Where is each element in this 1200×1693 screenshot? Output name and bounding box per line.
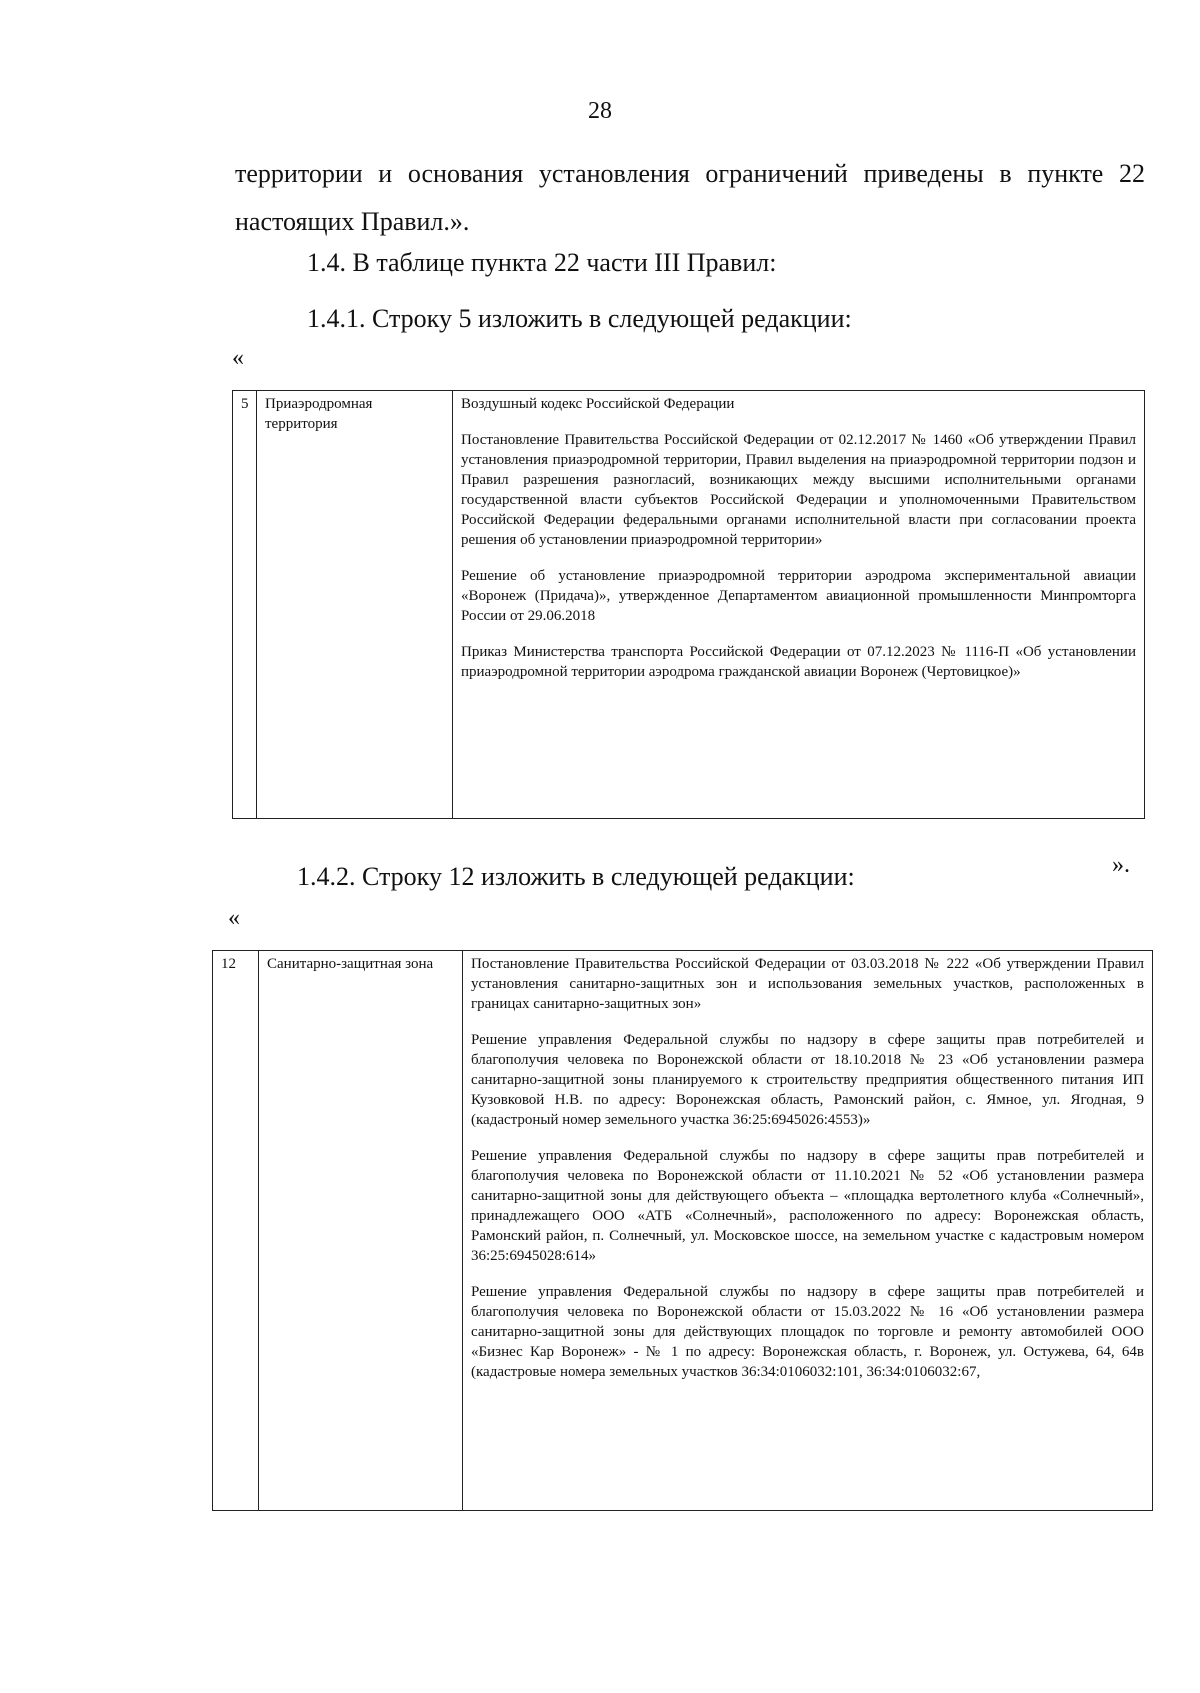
close-quote: ». (1112, 852, 1130, 878)
legal-basis-entry: Постановление Правительства Российской Федерации от 03.03.2018 № 222 «Об утверждении Правил установления санитарно-защитных зон и использования земельных участков, расположенных в границах санитарно-защитных зон» (471, 956, 1144, 1012)
open-quote: « (228, 905, 240, 931)
row-number: 12 (213, 951, 259, 1511)
item-1-4-1-heading: 1.4.1. Строку 5 изложить в следующей редакции: (307, 304, 852, 333)
legal-basis-entry: Постановление Правительства Российской Федерации от 02.12.2017 № 1460 «Об утверждении Правил установления приаэродромной территории, Правил выделения на приаэродромной территории подзон и Правил разрешения разногласий, возникающих между высшими исполнительными органами государственной власти субъектов Российской Федерации и уполномоченными Правительством Российской Федерации федеральными органами исполнительной власти при согласовании проекта решения об установлении приаэродромной территории» (461, 432, 1136, 548)
item-1-4-heading: 1.4. В таблице пункта 22 части III Правил: (307, 248, 777, 277)
intro-paragraph (235, 150, 1145, 246)
open-quote: « (232, 345, 244, 371)
legal-basis-entry: Решение управления Федеральной службы по надзору в сфере защиты прав потребителей и благополучия человека по Воронежской области от 11.10.2021 № 52 «Об установлении размера санитарно-защитной зоны для действующего объекта – «площадка вертолетного клуба «Солнечный», принадлежащего ООО «АТБ «Солнечный», расположенного по адресу: Воронежская область, Рамонский район, п. Солнечный, ул. Московское шоссе, на земельном участке с кадастровым номером 36:25:6945028:614» (471, 1148, 1144, 1264)
item-1-4-2-heading: 1.4.2. Строку 12 изложить в следующей редакции: (297, 862, 855, 891)
legal-basis-entry: Воздушный кодекс Российской Федерации (461, 396, 735, 412)
legal-basis-list (471, 954, 1144, 1506)
intro-line: территории и основания установления ограничений приведены в пункте 22 (235, 159, 1145, 188)
table-row-12 (212, 950, 1153, 1511)
page-number: 28 (588, 98, 612, 124)
row-number: 5 (233, 391, 257, 819)
legal-basis-entry: Решение управления Федеральной службы по надзору в сфере защиты прав потребителей и благополучия человека по Воронежской области от 18.10.2018 № 23 «Об установлении размера санитарно-защитной зоны планируемого к строительству предприятия общественного питания ИП Кузовковой Н.В. по адресу: Воронежская область, Рамонский район, с. Ямное, ул. Ягодная, 9 (кадастроный номер земельного участка 36:25:6945026:4553)» (471, 1032, 1144, 1128)
table-row-5 (232, 390, 1145, 819)
legal-basis-cell (453, 391, 1145, 819)
zone-name: Санитарно-защитная зона (259, 951, 463, 1511)
legal-basis-entry: Решение об установление приаэродромной территории аэродрома экспериментальной авиации «Воронеж (Придача)», утвержденное Департаментом авиационной промышленности Минпромторга России от 29.06.2018 (461, 568, 1136, 624)
legal-basis-entry: Приказ Министерства транспорта Российской Федерации от 07.12.2023 № 1116-П «Об установлении приаэродромной территории аэродрома гражданской авиации Воронеж (Чертовицкое)» (461, 644, 1136, 680)
intro-line: настоящих Правил.». (235, 207, 470, 236)
legal-basis-cell (463, 951, 1153, 1511)
zone-name: Приаэродромная территория (257, 391, 453, 819)
legal-basis-entry: Решение управления Федеральной службы по надзору в сфере защиты прав потребителей и благополучия человека по Воронежской области от 15.03.2022 № 16 «Об установлении размера санитарно-защитной зоны для действующих площадок по торговле и ремонту автомобилей ООО «Бизнес Кар Воронеж» - № 1 по адресу: Воронежская область, г. Воронеж, ул. Остужева, 64, 64в (кадастровые номера земельных участков 36:34:0106032:101, 36:34:0106032:67, (471, 1284, 1144, 1380)
